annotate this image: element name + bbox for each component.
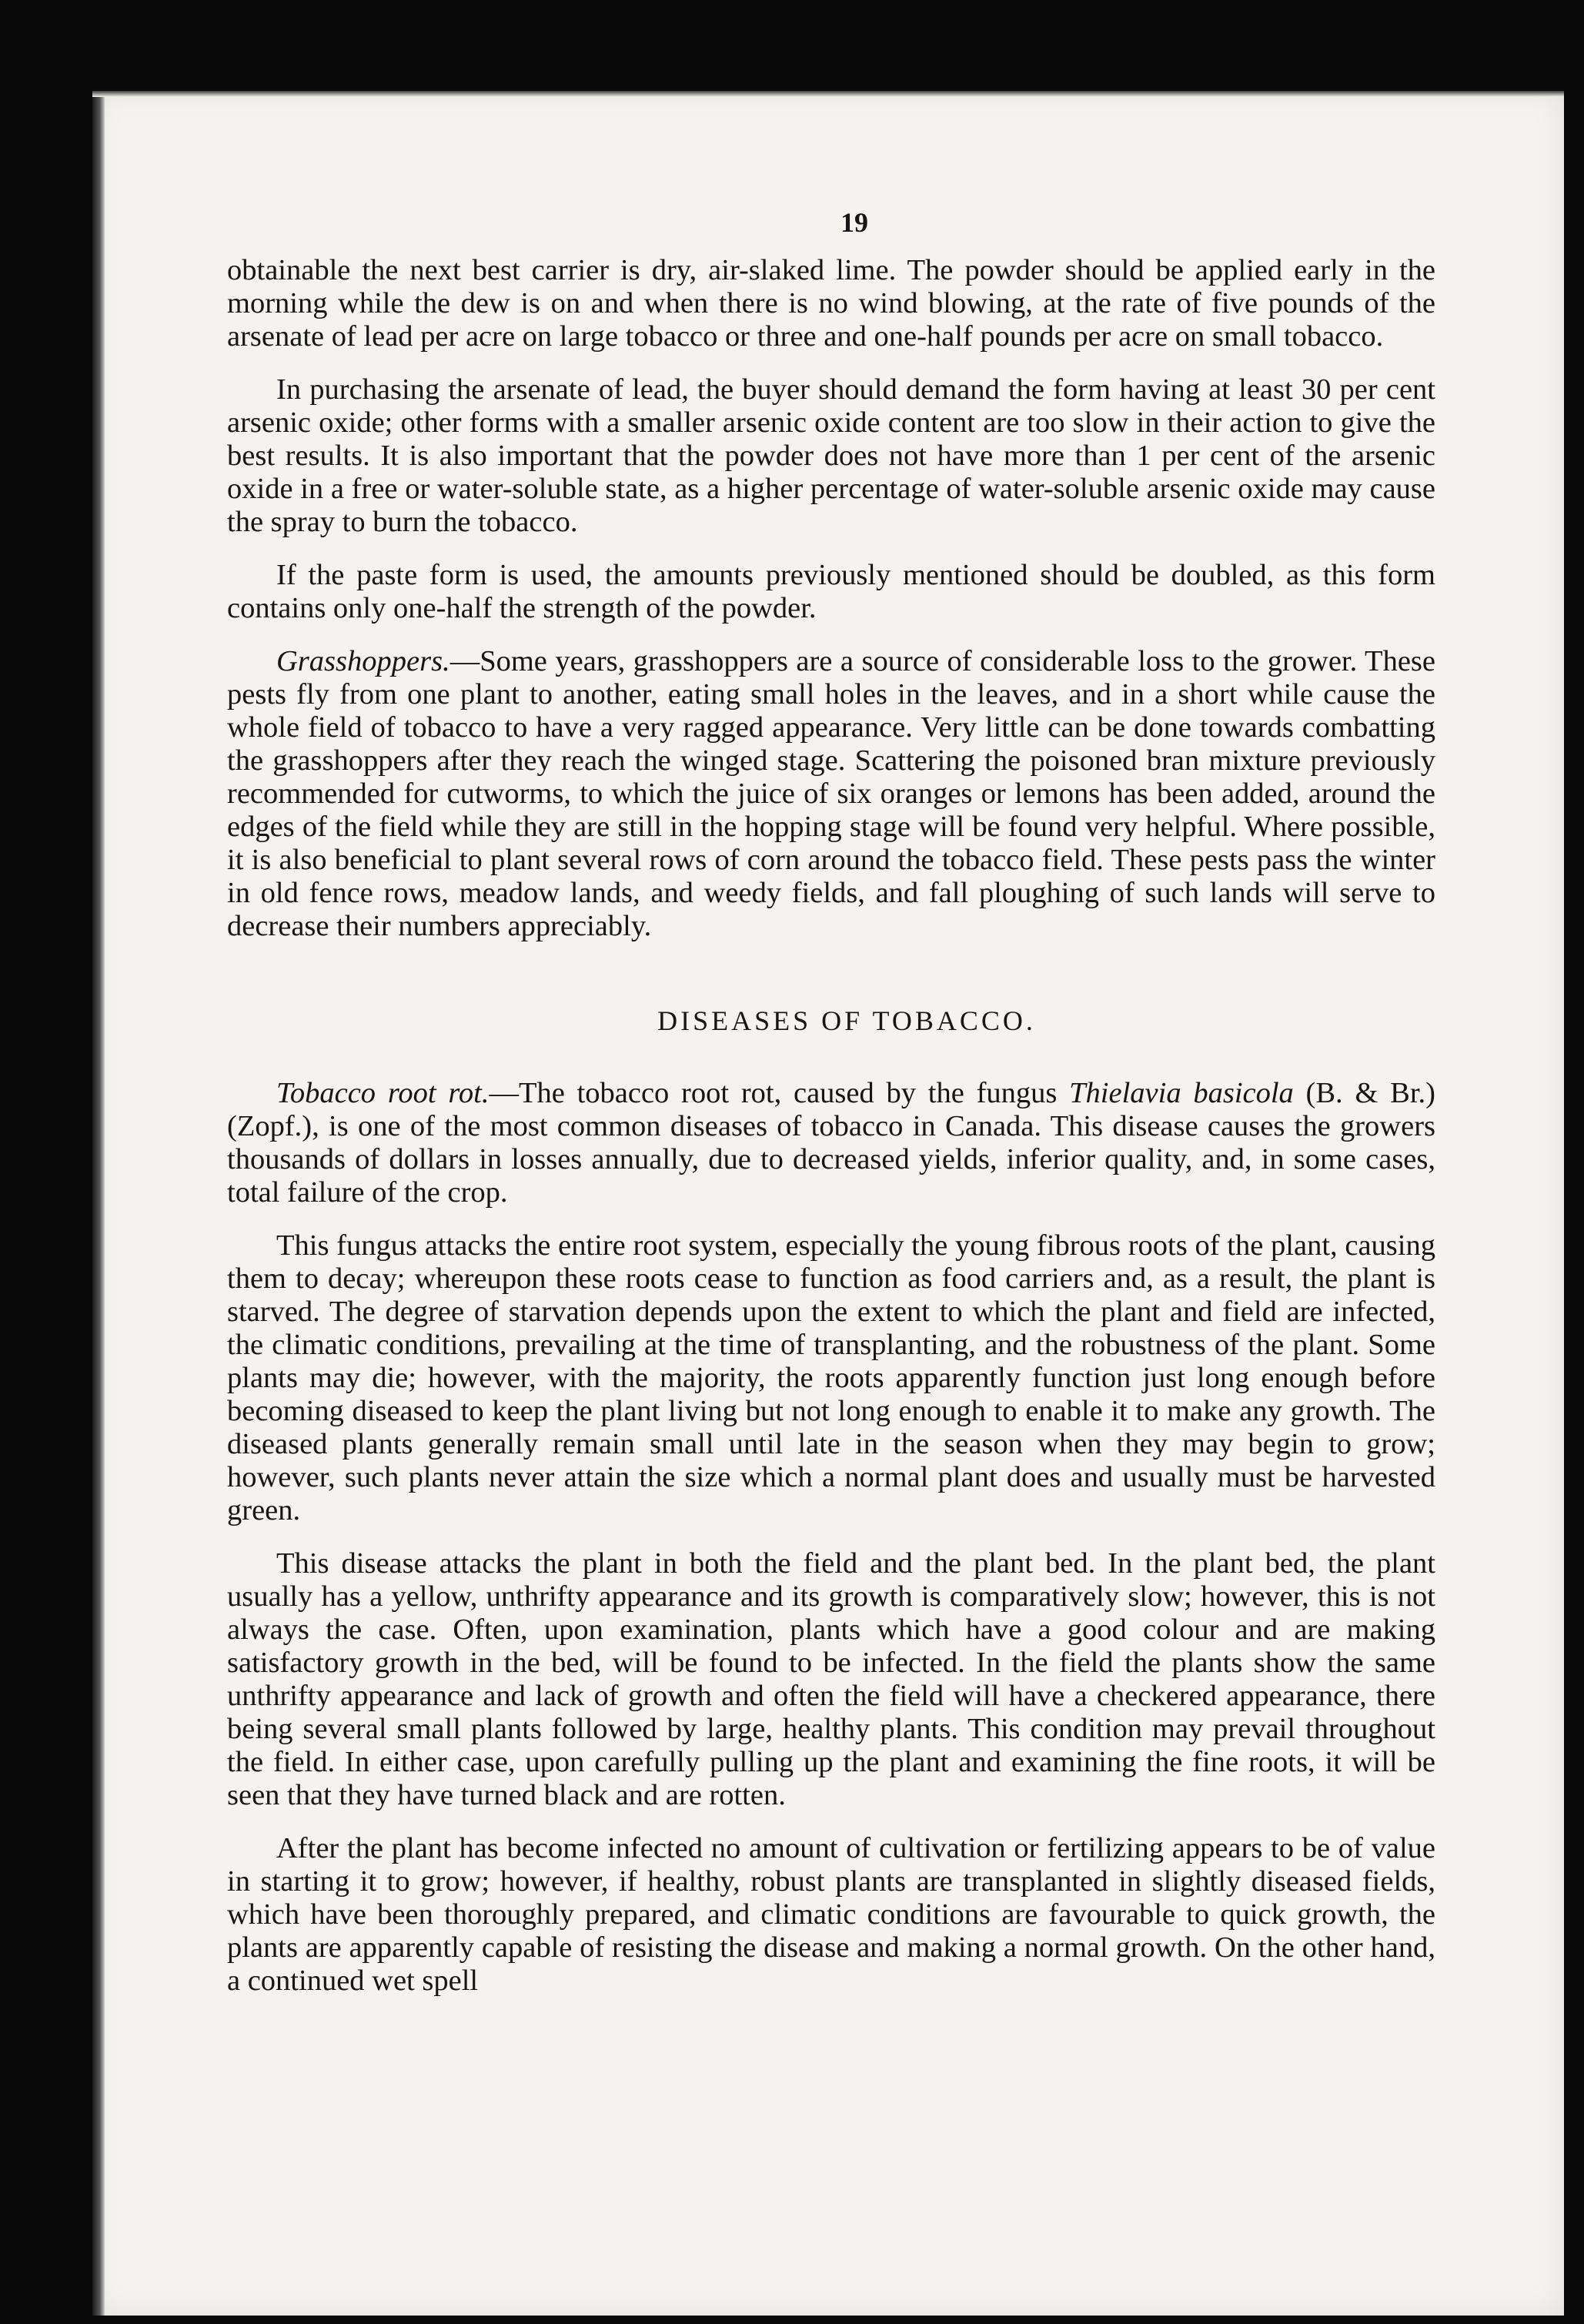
paragraph-continuation: obtainable the next best carrier is dry, air-slaked lime. The powder should be applied early in the morning while the dew is on and when there is no wind blowing, at the rate of five pounds of the arsenate of lead per acre on large tobacco or three and one-half pounds per acre on small tobacco. — [227, 254, 1435, 353]
document-page — [92, 91, 1564, 2316]
root-rot-text-after: (B. & Br.) (Zopf.), is one of the most common diseases of tobacco in Canada. This disease causes the growers thousands of dollars in losses annually, due to decreased yields, inferior quality, and, in some cases, total failure of the crop. — [227, 1077, 1435, 1209]
paragraph-grasshoppers — [227, 645, 1435, 943]
paragraph-fungus-attack: This fungus attacks the entire root system, especially the young fibrous roots of the plant, causing them to decay; whereupon these roots cease to function as food carriers and, as a result, the plant is starved. The degree of starvation depends upon the extent to which the plant and field are infected, the climatic conditions, prevailing at the time of transplanting, and the robustness of the plant. Some plants may die; however, with the majority, the roots apparently function just long enough before becoming diseased to keep the plant living but not long enough to enable it to make any growth. The diseased plants generally remain small until late in the season when they may begin to grow; however, such plants never attain the size which a normal plant does and usually must be harvested green. — [227, 1229, 1435, 1526]
section-heading: DISEASES OF TOBACCO. — [657, 1005, 1036, 1036]
grasshoppers-run-in-head: Grasshoppers. — [276, 645, 450, 677]
binding-edge — [92, 91, 105, 2316]
fungus-species-name: Thielavia basicola — [1069, 1077, 1294, 1109]
paragraph-root-rot — [227, 1077, 1435, 1209]
page-top-edge — [92, 91, 1564, 97]
page-number: 19 — [840, 207, 868, 238]
root-rot-text-before: —The tobacco root rot, caused by the fungus — [489, 1077, 1070, 1109]
paragraph-arsenate-purchasing: In purchasing the arsenate of lead, the buyer should demand the form having at least 30 per cent arsenic oxide; other forms with a smaller arsenic oxide content are too slow in their action to give the best results. It is also important that the powder does not have more than 1 per cent of the arsenic oxide in a free or water-soluble state, as a higher percentage of water-soluble arsenic oxide may cause the spray to burn the tobacco. — [227, 373, 1435, 538]
paragraph-field-and-bed: This disease attacks the plant in both the field and the plant bed. In the plant bed, the plant usually has a yellow, unthrifty appearance and its growth is comparatively slow; however, this is not always the case. Often, upon examination, plants which have a good colour and are making satisfactory growth in the bed, will be found to be infected. In the field the plants show the same unthrifty appearance and lack of growth and often the field will have a checkered appearance, there being several small plants followed by large, healthy plants. This condition may prevail throughout the field. In either case, upon carefully pulling up the plant and examining the fine roots, it will be seen that they have turned black and are rotten. — [227, 1547, 1435, 1811]
grasshoppers-text: —Some years, grasshoppers are a source of considerable loss to the grower. These pests fly from one plant to another, eating small holes in the leaves, and in a short while cause the whole field of tobacco to have a very ragged appearance. Very little can be done towards combatting the grasshoppers after they reach the winged stage. Scattering the poisoned bran mixture previously recommended for cutworms, to which the juice of six oranges or lemons has been added, around the edges of the field while they are still in the hopping stage will be found very helpful. Where possible, it is also beneficial to plant several rows of corn around the tobacco field. These pests pass the winter in old fence rows, meadow lands, and weedy fields, and fall ploughing of such lands will serve to decrease their numbers appreciably. — [227, 645, 1435, 942]
paragraph-after-infection: After the plant has become infected no amount of cultivation or fertilizing appears to be of value in starting it to grow; however, if healthy, robust plants are transplanted in slightly diseased fields, which have been thoroughly prepared, and climatic conditions are favourable to quick growth, the plants are apparently capable of resisting the disease and making a normal growth. On the other hand, a continued wet spell — [227, 1832, 1435, 1997]
paragraph-paste-form: If the paste form is used, the amounts previously mentioned should be doubled, as this form contains only one-half the strength of the powder. — [227, 559, 1435, 624]
root-rot-run-in-head: Tobacco root rot. — [276, 1077, 490, 1109]
page-content — [227, 206, 1435, 2018]
